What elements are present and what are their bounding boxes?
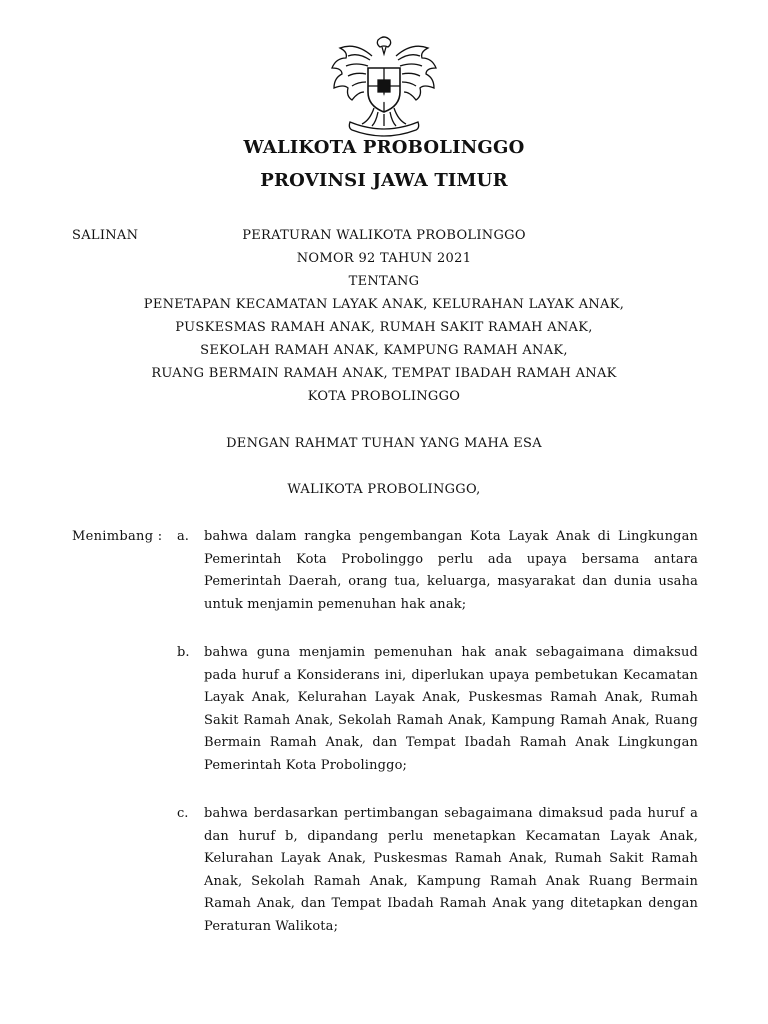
subject-line: RUANG BERMAIN RAMAH ANAK, TEMPAT IBADAH RAMAH ANAK (151, 366, 617, 381)
issuer-line: WALIKOTA PROBOLINGGO, (287, 482, 481, 497)
regulation-number: NOMOR 92 TAHUN 2021 (296, 251, 472, 266)
item-marker: c. (177, 806, 189, 821)
subject-line: PUSKESMAS RAMAH ANAK, RUMAH SAKIT RAMAH ANAK, (175, 320, 593, 335)
garuda-emblem-icon (326, 34, 442, 138)
considering-item-b: bahwa guna menjamin pemenuhan hak anak sebagaimana dimaksud pada huruf a Konsiderans ini, diperlukan upaya pembetukan Kecamatan Layak Anak, Kelurahan Layak Anak, Puskesmas Ramah Anak, Rumah Sakit Ramah Anak, Sekolah Ramah Anak, Kampung Ramah Anak, Ruang Bermain Ramah Anak, dan Tempat Ibadah Ramah Anak Lingkungan Pemerintah Kota Probolinggo; (204, 645, 698, 773)
issuer-title: WALIKOTA PROBOLINGGO (243, 137, 525, 158)
considering-label: Menimbang : (72, 529, 163, 544)
item-marker: b. (177, 645, 190, 660)
regulation-type: PERATURAN WALIKOTA PROBOLINGGO (242, 228, 526, 243)
invocation: DENGAN RAHMAT TUHAN YANG MAHA ESA (226, 436, 542, 451)
subject-line: PENETAPAN KECAMATAN LAYAK ANAK, KELURAHAN LAYAK ANAK, (143, 297, 625, 312)
subject-line: KOTA PROBOLINGGO (307, 389, 461, 404)
considering-item-a: bahwa dalam rangka pengembangan Kota Layak Anak di Lingkungan Pemerintah Kota Probolinggo perlu ada upaya bersama antara Pemerintah Daerah, orang tua, keluarga, masyarakat dan dunia usaha untuk menjamin pemenuhan hak anak; (204, 529, 698, 612)
item-marker: a. (177, 529, 189, 544)
regulation-about: TENTANG (348, 274, 420, 289)
subject-line: SEKOLAH RAMAH ANAK, KAMPUNG RAMAH ANAK, (200, 343, 568, 358)
province-title: PROVINSI JAWA TIMUR (260, 170, 508, 191)
considering-item-c: bahwa berdasarkan pertimbangan sebagaimana dimaksud pada huruf a dan huruf b, dipandang perlu menetapkan Kecamatan Layak Anak, Kelurahan Layak Anak, Puskesmas Ramah Anak, Rumah Sakit Ramah Anak, Sekolah Ramah Anak, Kampung Ramah Anak Ruang Bermain Ramah Anak, dan Tempat Ibadah Ramah Anak yang ditetapkan dengan Peraturan Walikota; (204, 806, 698, 934)
copy-label: SALINAN (72, 228, 139, 243)
